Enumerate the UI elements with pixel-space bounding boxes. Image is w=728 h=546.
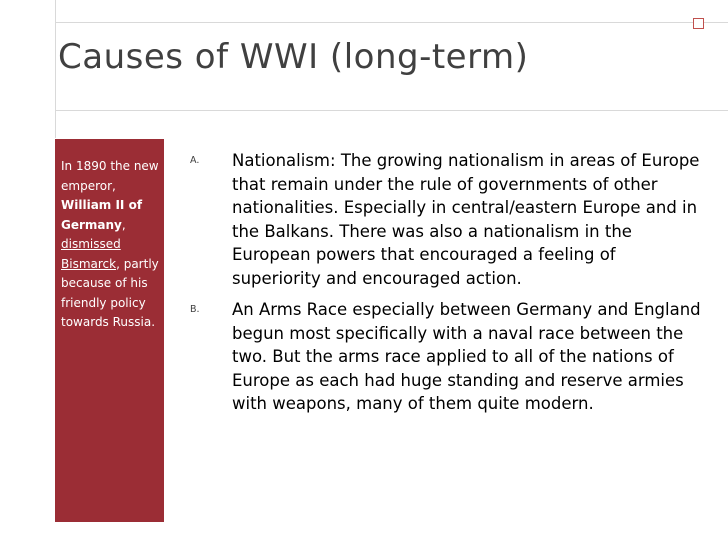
- sidebar-text-intro: In 1890 the new emperor,: [61, 159, 159, 193]
- slide-title: Causes of WWI (long-term): [58, 37, 529, 77]
- sidebar-note: [61, 157, 165, 333]
- left-decor-line: [55, 0, 56, 138]
- top-decor-line: [55, 22, 728, 23]
- sidebar-link-dismissed[interactable]: dismissed: [61, 237, 121, 251]
- sidebar-text-rest: , partly because of his friendly policy towards Russia.: [61, 256, 159, 329]
- sidebar-comma: ,: [121, 217, 126, 232]
- list-item: [190, 298, 710, 416]
- list-item-text: Nationalism: The growing nationalism in areas of Europe that remain under the rule of governments of other nationalities. Especially in central/eastern Europe and in the Balkans. There was also a nationalism in the European powers that encouraged a feeling of superiority and encouraged action.: [232, 151, 700, 288]
- list-marker: A.: [190, 155, 200, 166]
- title-underline: [55, 110, 728, 111]
- corner-square-decor: [693, 18, 704, 29]
- causes-list: [190, 149, 710, 424]
- list-item-text: An Arms Race especially between Germany and England begun most specifically with a naval race between the two. But the arms race applied to all of the nations of Europe as each had huge standing and reserve armies with weapons, many of them quite modern.: [232, 300, 701, 413]
- list-marker: B.: [190, 304, 200, 315]
- sidebar-link-bismarck[interactable]: Bismarck: [61, 256, 117, 271]
- list-item: [190, 149, 710, 290]
- sidebar-name-bold: William II of Germany: [61, 198, 143, 232]
